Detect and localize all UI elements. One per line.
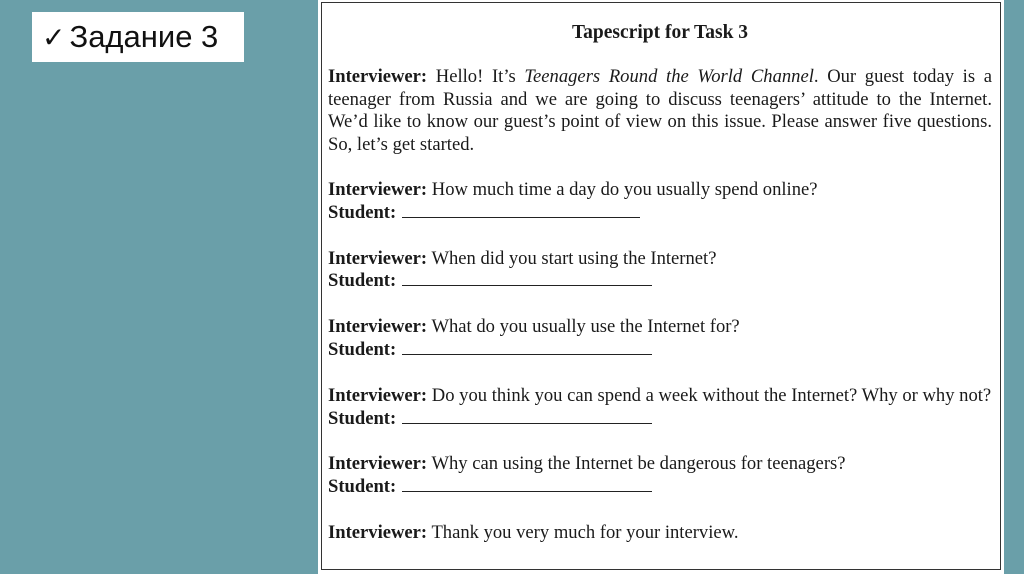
task-label bbox=[32, 12, 244, 62]
intro-paragraph bbox=[328, 66, 992, 157]
answer-label: Student: bbox=[328, 338, 397, 360]
question-block-4 bbox=[328, 385, 992, 431]
answer-label: Student: bbox=[328, 407, 397, 429]
question-text: What do you usually use the Internet for? bbox=[431, 316, 740, 338]
answer-blank[interactable] bbox=[402, 409, 652, 424]
tapescript-document bbox=[328, 22, 992, 545]
speaker-label: Interviewer: bbox=[328, 65, 428, 87]
answer-label: Student: bbox=[328, 201, 397, 223]
question-text: When did you start using the Internet? bbox=[431, 247, 717, 269]
intro-text-start: Hello! It’s bbox=[435, 65, 525, 87]
speaker-label: Interviewer: bbox=[328, 384, 428, 406]
speaker-label: Interviewer: bbox=[328, 316, 428, 338]
speaker-label: Interviewer: bbox=[328, 247, 428, 269]
channel-name: Teenagers Round the World Channel bbox=[524, 65, 814, 87]
checkmark-icon: ✓ bbox=[42, 21, 66, 53]
answer-blank[interactable] bbox=[402, 271, 652, 286]
tapescript-sheet bbox=[318, 0, 1004, 574]
document-title: Tapescript for Task 3 bbox=[571, 22, 749, 43]
answer-blank[interactable] bbox=[402, 203, 640, 218]
question-text: Do you think you can spend a week without the Internet? Why or why not? bbox=[431, 384, 992, 406]
intro-text-end: . Our guest today is a teenager from Russia and we are going to discuss teenagers’ attitude to the Internet. We’d like to know our guest’s point of view on this issue. Please answer five questions. So, let’s get started. bbox=[328, 65, 992, 156]
closing-text: Thank you very much for your interview. bbox=[431, 521, 739, 543]
speaker-label: Interviewer: bbox=[328, 178, 428, 200]
question-block-3 bbox=[328, 316, 992, 362]
answer-label: Student: bbox=[328, 476, 397, 498]
question-block-1 bbox=[328, 179, 992, 225]
answer-blank[interactable] bbox=[402, 477, 652, 492]
speaker-label: Interviewer: bbox=[328, 453, 428, 475]
speaker-label: Interviewer: bbox=[328, 521, 428, 543]
question-text: How much time a day do you usually spend online? bbox=[431, 178, 818, 200]
task-title: Задание 3 bbox=[69, 19, 219, 54]
answer-blank[interactable] bbox=[402, 340, 652, 355]
question-block-2 bbox=[328, 248, 992, 294]
answer-label: Student: bbox=[328, 270, 397, 292]
closing-line bbox=[328, 522, 992, 545]
question-block-5 bbox=[328, 453, 992, 499]
question-text: Why can using the Internet be dangerous for teenagers? bbox=[431, 453, 846, 475]
